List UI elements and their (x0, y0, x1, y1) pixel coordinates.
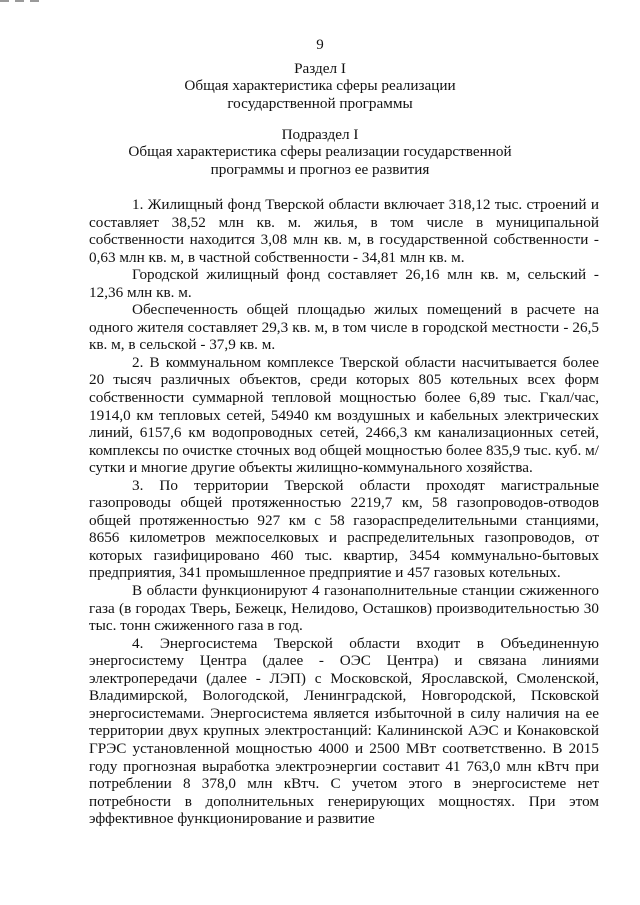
paragraph-communal-complex: 2. В коммунальном комплексе Тверской области насчитывается более 20 тысяч различных объектов, среди которых 805 котельных всех форм собственности суммарной тепловой мощностью более 6,89 тыс. Гкал/час, 1914,0 км тепловых сетей, 54940 км воздушных и кабельных электрических линий, 6157,6 км водопроводных сетей, 2466,3 км канализационных сетей, комплексы по очистке сточных вод общей мощностью более 835,9 тыс. куб. м/сутки и многие другие объекты жилищно-коммунального хозяйства. (89, 353, 599, 477)
document-body (89, 196, 599, 828)
paragraph-gas-stations: В области функционируют 4 газонаполнительные станции сжиженного газа (в городах Тверь, Бежецк, Нелидово, Осташков) производительностью 30 тыс. тонн сжиженного газа в год. (89, 582, 599, 635)
scan-dash (30, 0, 39, 2)
scan-dash (0, 0, 9, 2)
section-title-line: Общая характеристика сферы реализации (184, 77, 456, 95)
subsection-label: Подраздел I (281, 126, 359, 143)
scan-edge-mark (0, 0, 40, 4)
subsection-heading (0, 126, 640, 178)
paragraph-housing-stock: 1. Жилищный фонд Тверской области включает 318,12 тыс. строений и составляет 38,52 млн кв. м. жилья, в том числе в муниципальной собственности находится 3,08 млн кв. м, в государственной собственности - 0,63 млн кв. м, в частной собственности - 34,81 млн кв. м. (89, 196, 599, 266)
subsection-title-line: программы и прогноз ее развития (210, 160, 430, 178)
scan-dash (15, 0, 24, 2)
paragraph-gas-pipelines: 3. По территории Тверской области проходят магистральные газопроводы общей протяженностью 2219,7 км, 58 газопроводов-отводов общей протяженностью 927 км с 58 газораспределительными станциями, 8656 километров межпоселковых и распределительных газопроводов, от которых газифицировано 460 тыс. квартир, 3454 коммунально-бытовых предприятия, 341 промышленное предприятие и 457 газовых котельных. (89, 476, 599, 582)
paragraph-urban-rural: Городской жилищный фонд составляет 26,16 млн кв. м, сельский - 12,36 млн кв. м. (89, 266, 599, 301)
section-heading (0, 60, 640, 112)
section-label: Раздел I (294, 60, 346, 77)
paragraph-living-space: Обеспеченность общей площадью жилых помещений в расчете на одного жителя составляет 29,3 кв. м, в том числе в городской местности - 26,5 кв. м, в сельской - 37,9 кв. м. (89, 301, 599, 354)
section-title-line: государственной программы (227, 94, 413, 112)
paragraph-energy-system: 4. Энергосистема Тверской области входит в Объединенную энергосистему Центра (далее - ОЭС Центра) и связана линиями электропередачи (далее - ЛЭП) с Московской, Ярославской, Смоленской, Владимирской, Вологодской, Ленинградской, Новгородской, Псковской энергосистемами. Энергосистема является избыточной в силу наличия на ее территории двух крупных электростанций: Калининской АЭС и Конаковской ГРЭС установленной мощностью 4000 и 2500 МВт соответственно. В 2015 году прогнозная выработка электроэнергии составит 41 763,0 млн кВтч при потреблении 8 378,0 млн кВтч. С учетом этого в энергосистеме нет потребности в дополнительных генерирующих мощностях. При этом эффективное функционирование и развитие (89, 634, 599, 828)
page-number: 9 (316, 37, 324, 53)
subsection-title-line: Общая характеристика сферы реализации государственной (128, 143, 512, 161)
